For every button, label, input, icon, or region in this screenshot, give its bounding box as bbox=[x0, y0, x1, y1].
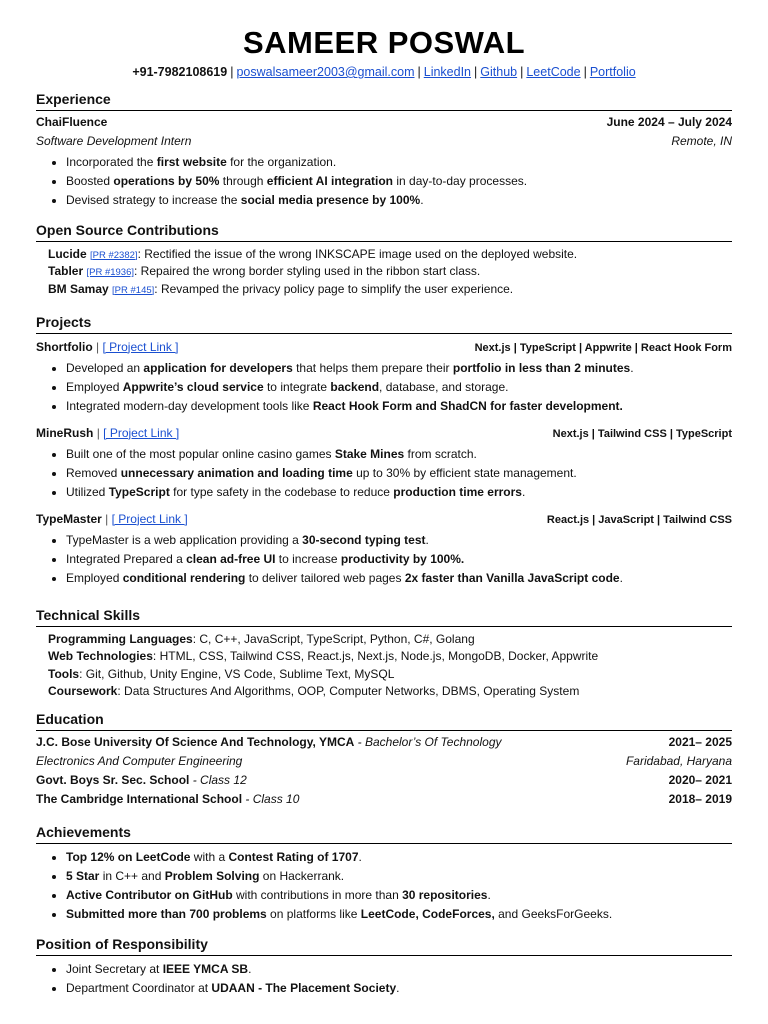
job-role: Software Development Intern bbox=[36, 133, 192, 148]
job-location: Remote, IN bbox=[671, 133, 732, 148]
school-name: J.C. Bose University Of Science And Technology, YMCA bbox=[36, 734, 355, 749]
project-name: MineRush bbox=[36, 425, 94, 440]
project-name: TypeMaster bbox=[36, 511, 102, 526]
list-item: • Employed conditional rendering to deliver tailored web pages 2x faster than Vanilla JavaScript code. bbox=[66, 569, 732, 588]
project-bullets bbox=[36, 359, 732, 416]
education-dates: 2018– 2019 bbox=[668, 791, 732, 806]
pr-link[interactable]: [PR #1936] bbox=[86, 267, 135, 278]
list-item: • Built one of the most popular online casino games Stake Mines from scratch. bbox=[66, 445, 732, 464]
list-item: Web Technologies: HTML, CSS, Tailwind CSS, React.js, Next.js, Node.js, MongoDB, Docker, Appwrite bbox=[48, 649, 599, 663]
project-tech: Next.js | Tailwind CSS | TypeScript bbox=[552, 427, 732, 440]
list-item: Programming Languages: C, C++, JavaScript, TypeScript, Python, C#, Golang bbox=[48, 631, 475, 646]
list-item: BM Samay [PR #145]: Revamped the privacy policy page to simplify the user experience. bbox=[48, 281, 514, 296]
project-tech: React.js | JavaScript | Tailwind CSS bbox=[546, 513, 732, 526]
list-item: • Integrated modern-day development tools like React Hook Form and ShadCN for faster development. bbox=[66, 397, 732, 416]
experience-title: Experience bbox=[36, 91, 732, 111]
list-item: Lucide [PR #2382]: Rectified the issue of the wrong INKSCAPE image used on the deployed website. bbox=[48, 246, 578, 261]
list-item: • Employed Appwrite’s cloud service to integrate backend, database, and storage. bbox=[66, 378, 732, 397]
project-name: Shortfolio bbox=[36, 339, 93, 354]
responsibility-bullets bbox=[36, 960, 732, 998]
responsibility-title: Position of Responsibility bbox=[36, 936, 732, 956]
list-item: • 5 Star in C++ and Problem Solving on Hackerrank. bbox=[66, 867, 732, 886]
school-name: Govt. Boys Sr. Sec. School bbox=[36, 772, 190, 787]
linkedin-link[interactable]: LinkedIn bbox=[423, 65, 472, 79]
list-item: • Devised strategy to increase the social media presence by 100%. bbox=[66, 191, 732, 210]
branch: Electronics And Computer Engineering bbox=[36, 753, 243, 768]
github-link[interactable]: Github bbox=[480, 65, 518, 79]
responsibility-section bbox=[36, 936, 732, 998]
experience-section bbox=[36, 91, 732, 210]
list-item: • Joint Secretary at IEEE YMCA SB. bbox=[66, 960, 732, 979]
list-item: • Active Contributor on GitHub with contributions in more than 30 repositories. bbox=[66, 886, 732, 905]
skills-title: Technical Skills bbox=[36, 607, 732, 627]
portfolio-link[interactable]: Portfolio bbox=[589, 65, 636, 79]
achievements-section bbox=[36, 824, 732, 924]
list-item: • Utilized TypeScript for type safety in the codebase to reduce production time errors. bbox=[66, 483, 732, 502]
list-item: Tools: Git, Github, Unity Engine, VS Code, Sublime Text, MySQL bbox=[48, 666, 395, 681]
education-title: Education bbox=[36, 711, 732, 731]
list-item: • Boosted operations by 50% through efficient AI integration in day-to-day processes. bbox=[66, 172, 732, 191]
education-dates: 2021– 2025 bbox=[668, 734, 732, 749]
list-item: • Developed an application for developers that helps them prepare their portfolio in less than 2 minutes. bbox=[66, 359, 732, 378]
list-item: Tabler [PR #1936]: Repaired the wrong border styling used in the ribbon start class. bbox=[48, 264, 481, 278]
list-item: • Top 12% on LeetCode with a Contest Rating of 1707. bbox=[66, 848, 732, 867]
oss-section bbox=[36, 222, 732, 298]
skills-section bbox=[36, 607, 732, 701]
project-tech: Next.js | TypeScript | Appwrite | React Hook Form bbox=[474, 341, 732, 354]
experience-dates: June 2024 – July 2024 bbox=[606, 114, 732, 129]
company-name: ChaiFluence bbox=[36, 114, 108, 129]
projects-title: Projects bbox=[36, 314, 732, 334]
list-item: Coursework: Data Structures And Algorithms, OOP, Computer Networks, DBMS, Operating System bbox=[48, 684, 580, 698]
project-bullets bbox=[36, 445, 732, 502]
candidate-name: SAMEER POSWAL bbox=[242, 25, 526, 60]
pr-link[interactable]: [PR #2382] bbox=[90, 249, 138, 261]
education-location: Faridabad, Haryana bbox=[625, 753, 732, 768]
experience-bullets bbox=[36, 153, 732, 210]
list-item: • Department Coordinator at UDAAN - The Placement Society. bbox=[66, 979, 732, 998]
projects-section: Projects Shortfolio | [ Project Link ] Next.js | TypeScript | Appwrite | React Hook Form • Developed an application for developers that helps them prepare their portfolio in less than 2 minutes. • Employed Appwrite’s cloud service to integrate backend, database, and storage. • Integrated modern-day development tools like React Hook Form and ShadCN for faster development. MineRush | [ Project Link ] Next.js | Tailwind CSS | TypeScript • Built one of the most popular online casino games Stake Mines from scratch. • Removed unnecessary animation and loading time up to 30% by efficient state management. • Utilized TypeScript for type safety in the codebase to reduce production time errors. TypeMaster | [ Project Link ] React.js | JavaScript | Tailwind CSS • TypeMaster is a web application providing a 30-second typing test. • Integrated Prepared a clean ad-free UI to increase productivity by 100%. • Employed conditional rendering to deliver tailored web pages 2x faster than Vanilla JavaScript code. bbox=[36, 314, 732, 588]
list-item: • Removed unnecessary animation and loading time up to 30% by efficient state management. bbox=[66, 464, 732, 483]
project-link[interactable]: [ Project Link ] bbox=[102, 339, 179, 354]
list-item: • Integrated Prepared a clean ad-free UI to increase productivity by 100%. bbox=[66, 550, 732, 569]
project-bullets bbox=[36, 531, 732, 588]
list-item: • Incorporated the first website for the organization. bbox=[66, 153, 732, 172]
project-link[interactable]: [ Project Link ] bbox=[103, 425, 180, 440]
phone-number: +91-7982108619 bbox=[132, 65, 228, 79]
school-name: The Cambridge International School bbox=[36, 791, 243, 806]
project-link[interactable]: [ Project Link ] bbox=[111, 511, 188, 526]
achievements-title: Achievements bbox=[36, 824, 732, 844]
education-dates: 2020– 2021 bbox=[668, 772, 732, 787]
email-link[interactable]: poswalsameer2003@gmail.com bbox=[236, 65, 415, 79]
achievements-bullets bbox=[36, 848, 732, 924]
list-item: • Submitted more than 700 problems on platforms like LeetCode, CodeForces, and GeeksForGeeks. bbox=[66, 905, 732, 924]
pr-link[interactable]: [PR #145] bbox=[112, 284, 155, 296]
contact-line: +91-7982108619 | poswalsameer2003@gmail.com | LinkedIn | Github | LeetCode | Portfolio bbox=[132, 65, 636, 79]
oss-title: Open Source Contributions bbox=[36, 222, 732, 242]
leetcode-link[interactable]: LeetCode bbox=[526, 65, 581, 79]
list-item: • TypeMaster is a web application providing a 30-second typing test. bbox=[66, 531, 732, 550]
education-section: Education J.C. Bose University Of Science And Technology, YMCA - Bachelor’s Of Technology 2021– 2025 Electronics And Computer Engineering Faridabad, Haryana Govt. Boys Sr. Sec. School - Class 12 2020– 2021 The Cambridge International School - Class 10 2018– 2019 bbox=[36, 711, 732, 806]
